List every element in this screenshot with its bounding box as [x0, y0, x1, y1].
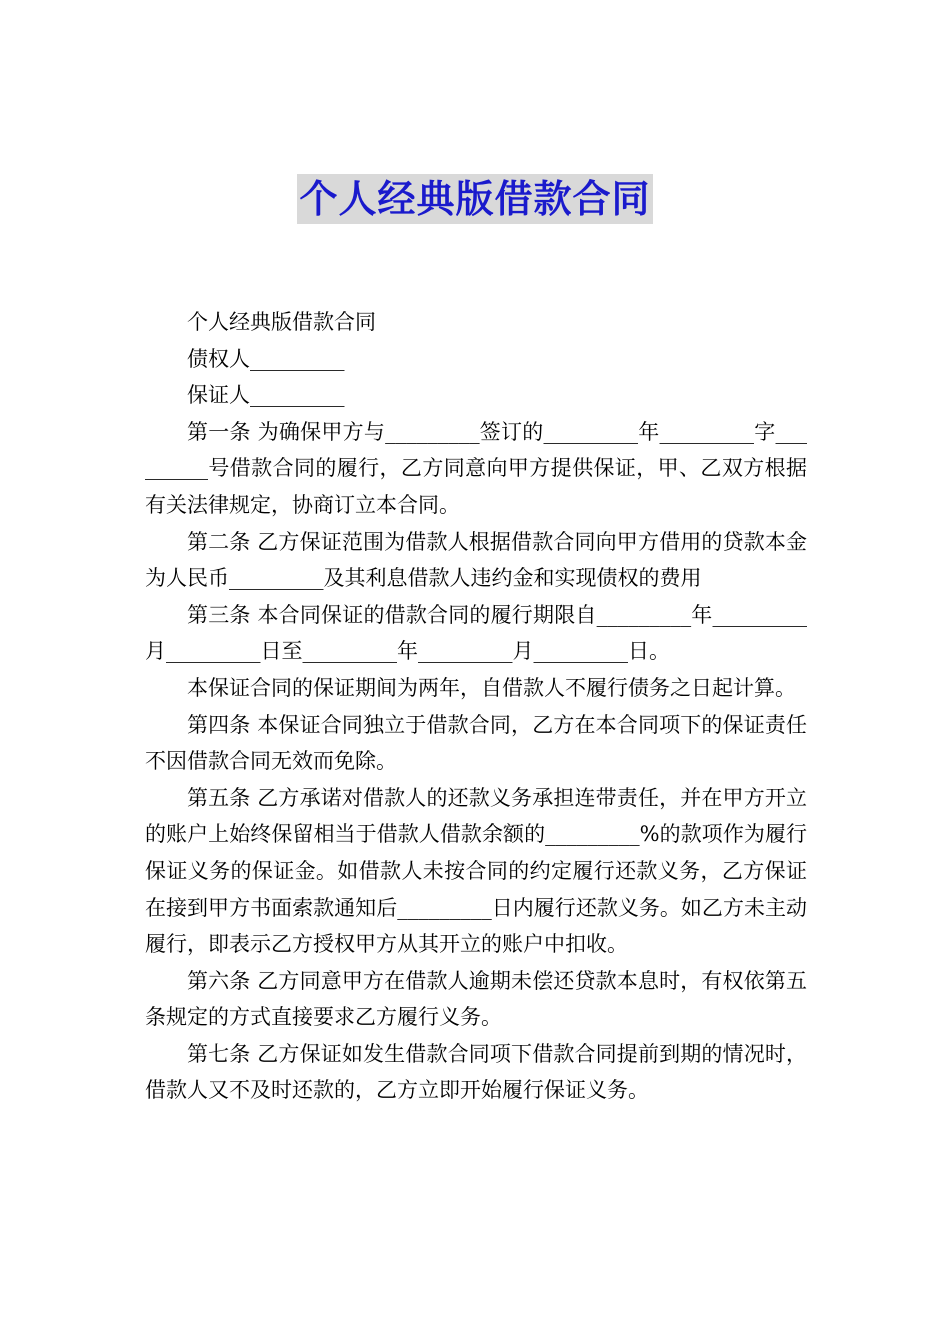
- paragraph-guarantee-period: 本保证合同的保证期间为两年，自借款人不履行债务之日起计算。: [187, 675, 796, 700]
- paragraph-subtitle: 个人经典版借款合同: [187, 310, 376, 334]
- paragraph-guarantor: 保证人_________: [187, 383, 345, 408]
- paragraph-article-1: 第一条 为确保甲方与_________签订的_________年_________字_________号借款合同的履行，乙方同意向甲方提供保证，甲、乙双方根据有关法律规定，协商订立本合同。: [145, 419, 807, 517]
- paragraph-creditor: 债权人_________: [187, 346, 345, 371]
- title-container: [0, 174, 950, 224]
- paragraph-article-6: 第六条 乙方同意甲方在借款人逾期未偿还贷款本息时，有权依第五条规定的方式直接要求乙方履行义务。: [145, 968, 807, 1030]
- document-body: [145, 304, 807, 1109]
- paragraph-article-3: 第三条 本合同保证的借款合同的履行期限自_________年_________月_________日至_________年_________月_________日。: [145, 602, 807, 664]
- paragraph-article-5: 第五条 乙方承诺对借款人的还款义务承担连带责任，并在甲方开立的账户上始终保留相当于借款人借款余额的_________%的款项作为履行保证义务的保证金。如借款人未按合同的约定履行还款义务，乙方保证在接到甲方书面索款通知后_________日内履行还款义务。如乙方未主动履行，即表示乙方授权甲方从其开立的账户中扣收。: [145, 785, 807, 957]
- paragraph-article-7: 第七条 乙方保证如发生借款合同项下借款合同提前到期的情况时，借款人又不及时还款的，乙方立即开始履行保证义务。: [145, 1041, 807, 1103]
- document-title: 个人经典版借款合同: [297, 174, 652, 224]
- paragraph-article-4: 第四条 本保证合同独立于借款合同，乙方在本合同项下的保证责任不因借款合同无效而免除。: [145, 712, 807, 774]
- paragraph-article-2: 第二条 乙方保证范围为借款人根据借款合同向甲方借用的贷款本金为人民币_________及其利息借款人违约金和实现债权的费用: [145, 529, 807, 591]
